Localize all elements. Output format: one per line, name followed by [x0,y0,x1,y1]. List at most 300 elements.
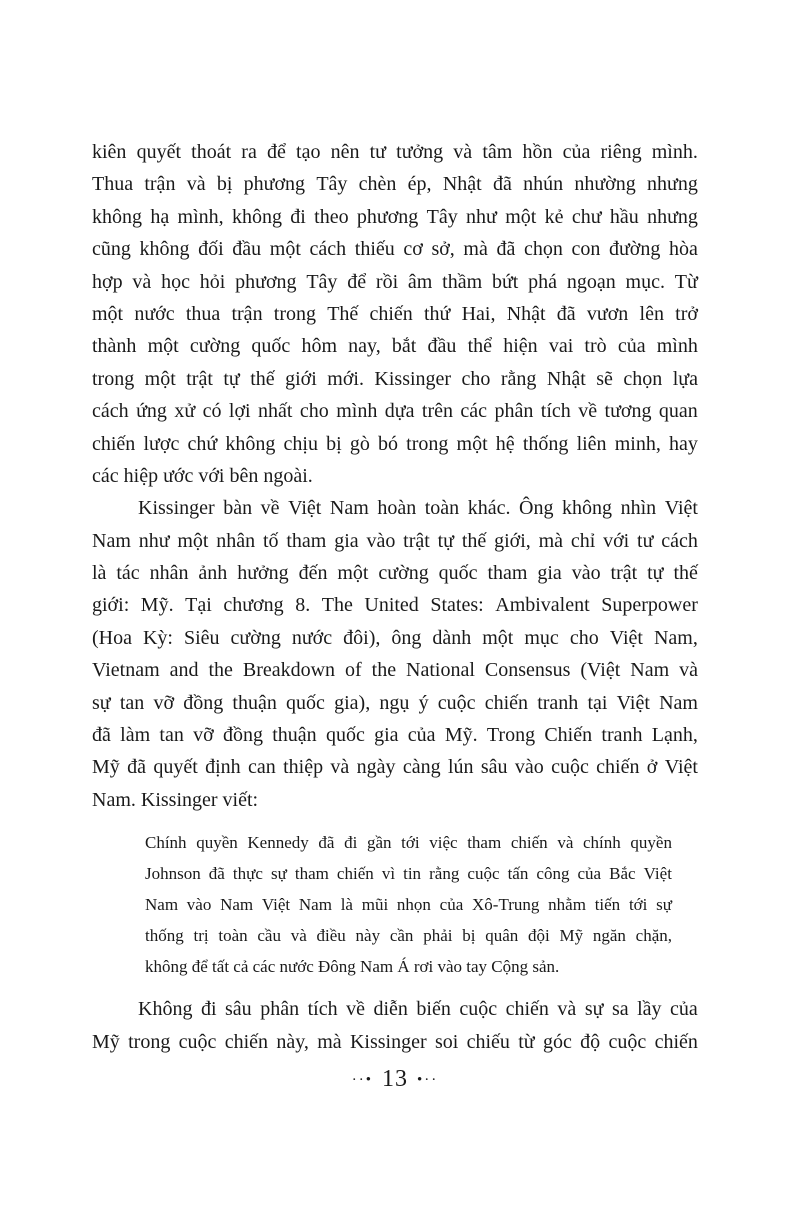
word: quốc [251,335,291,358]
word: Nam [145,895,179,915]
word: nước [134,302,175,325]
word: không [231,205,282,228]
word: đã [127,756,147,779]
word: tới [628,895,648,915]
text-line [92,654,698,686]
word: càng [402,756,441,779]
word: thứ [424,302,451,325]
word: biến [416,998,451,1021]
text-line [145,889,672,920]
paragraph [92,492,698,816]
text-line [92,201,698,233]
word: đã [318,833,335,853]
word: âm [407,270,433,293]
word: Vietnam [92,659,160,682]
word: nhưng [647,205,698,228]
word: tan [159,724,184,747]
text-line [92,233,698,265]
word: rằng [429,864,460,884]
word: sự [270,864,287,884]
word: vào [571,562,601,585]
word: đi [200,998,217,1021]
text-line: không để tất cả các nước Đông Nam Á rơi vào tay Cộng sản. [145,957,560,977]
word: sự [584,998,604,1021]
word: tương [604,400,652,423]
word: đối [198,238,224,261]
word: and [169,659,199,682]
word: cần [389,926,414,946]
word: diễn [373,998,408,1021]
word: chiến [369,302,413,325]
word: đã [492,173,512,196]
word: Mỹ [92,1030,120,1053]
word: khác. [467,497,511,520]
word: các [460,400,488,423]
word: toàn [424,497,460,520]
word: tin [403,864,422,884]
word: một [505,205,537,228]
word: tâm [482,141,513,163]
paragraph [92,993,698,1058]
word: ông [391,626,422,649]
word: Thế [327,302,359,325]
word: phương [356,205,419,228]
word: the [371,659,397,682]
word: và [132,270,152,293]
word: quyền [630,833,672,853]
word: thuận [272,724,317,747]
word: kiên [92,141,127,163]
word: một [456,432,488,455]
word: nhân [216,529,256,552]
word: bị [216,173,233,196]
word: vỡ [153,691,175,714]
text-line [92,363,698,395]
page-number: 13 [382,1065,408,1092]
word: chương [223,594,284,617]
word: làm [120,724,151,747]
word: thiếu [354,238,395,261]
word: và [679,659,698,682]
word: vào [514,756,544,779]
word: Nhật [546,367,586,390]
word: nhìn [620,497,657,520]
word: chiến [224,1030,269,1053]
word: mình. [651,141,698,163]
word: của [577,864,602,884]
word: ngăn [592,926,626,946]
word: trong [273,302,316,325]
word: Nam, [653,626,698,649]
word: ngày [356,756,396,779]
word: đã [496,238,516,261]
word: nay, [348,335,381,358]
word: về [260,497,280,520]
word: riêng [600,141,642,163]
word: hưởng [237,562,289,585]
word: và [330,756,350,779]
word: và [186,173,206,196]
word: Nam [92,529,131,552]
word: tự [437,529,455,552]
word: hạ [150,205,170,228]
word: một [177,529,209,552]
word: ở [646,756,658,779]
word: cuộc [178,1030,217,1053]
word: thế [673,562,698,585]
word: vào [366,529,396,552]
word: của [407,724,436,747]
word: mục [524,626,559,649]
word: trị [193,926,209,946]
word: thế [461,529,487,552]
word: bị [326,432,342,455]
word: vươn [586,302,629,325]
word: sở, [431,238,455,261]
text-line [92,525,698,557]
word: Việt [664,497,698,520]
word: chiến [596,756,640,779]
word: có [202,400,222,423]
word: mà [538,529,564,552]
word: từ [518,1030,535,1053]
text-line [92,993,698,1025]
word: quân [485,926,519,946]
word: tranh [537,691,579,714]
word: nhọn [396,895,431,915]
word: phá [528,270,558,293]
word: cơ [403,238,423,261]
word: mục. [625,270,665,293]
footer-ornament-left-icon: ··• [351,1071,373,1088]
word: nước [291,626,333,649]
word: đội [528,926,550,946]
word: thể [467,335,493,358]
word: dựa [384,400,415,423]
word: cách [661,529,698,552]
word: để [347,270,367,293]
word: Việt [664,756,698,779]
word: chiến [336,864,374,884]
text-line [92,719,698,751]
word: phân [260,998,300,1021]
word: của [617,335,646,358]
text-line [92,266,698,298]
word: và [453,141,473,163]
word: hòa [668,238,698,261]
word: Mỹ [92,756,120,779]
word: con [571,238,601,261]
word: tại [587,691,608,714]
word: cũng [92,238,131,261]
word: điều [316,926,346,946]
word: gần [366,833,392,853]
word: quan [658,400,698,423]
word: phương [243,173,306,196]
word: lựa [672,367,698,390]
word: chiến [654,1030,698,1053]
text-line [92,589,698,621]
word: gò [349,432,370,455]
word: Nhật [442,173,482,196]
word: mình [336,400,378,423]
word: bắt [391,335,417,358]
word: 8. [295,594,311,617]
word: vì [381,864,396,884]
word: quyết [136,141,182,163]
word: thống [145,926,184,946]
word: trật [186,367,213,390]
word: Việt [288,497,322,520]
word: Tại [185,594,212,617]
word: Kissinger [138,497,215,520]
word: Kennedy [247,833,309,853]
text-line [92,751,698,783]
word: cuộc [437,691,476,714]
word: đồng [222,724,263,747]
text-line [92,1026,698,1058]
word: chặn, [635,926,672,946]
word: Consensus [484,659,571,682]
word: mình, [177,205,224,228]
text-line [145,858,672,889]
word: trong [406,432,449,455]
word: đầu [427,335,457,358]
word: là [92,562,107,585]
word: hợp [92,270,123,293]
word: không [225,432,276,455]
word: Việt [643,864,672,884]
word: Tây [426,205,458,228]
word: đôi), [343,626,381,649]
word: nhưng [647,173,698,196]
word: ép, [407,173,432,196]
word: đến [298,562,328,585]
word: chiến [510,833,548,853]
word: tạo [296,141,321,163]
word: hầu [609,205,639,228]
text-line [92,298,698,330]
word: vai [548,335,574,358]
word: chiến [92,432,136,455]
word: bị [462,926,476,946]
word: định [205,756,241,779]
word: như [466,205,497,228]
text-line [92,557,698,589]
word: chiếu [466,1030,510,1053]
word: mới. [327,367,364,390]
word: lầy [637,998,662,1021]
word: góc [542,1030,572,1053]
word: Nhật [506,302,546,325]
word: một [482,626,514,649]
word: Nam [630,659,670,682]
word: Breakdown [242,659,336,682]
word: rồi [375,270,399,293]
word: nhằm [548,895,586,915]
word: thế [250,367,275,390]
word: trật [403,529,430,552]
word: Tây [316,173,348,196]
text-line: Nam. Kissinger viết: [92,788,259,811]
word: Thua [92,173,134,196]
word: đã [92,724,111,747]
word: gia [374,724,399,747]
word: là [340,895,353,915]
word: Superpower [601,594,698,617]
word: độ [580,1030,601,1053]
word: cường [230,626,281,649]
word: Nam [659,691,698,714]
word: trò [584,335,607,358]
word: kẻ [544,205,564,228]
word: giới: [92,594,130,617]
word: tưởng [396,141,444,163]
word: minh, [614,432,661,455]
word: Việt [261,895,291,915]
word: tích [540,400,571,423]
word: tham [487,562,528,585]
text-line [92,687,698,719]
word: gia [537,562,562,585]
word: ngoạn [566,270,616,293]
word: tự [223,367,240,390]
word: mũi [361,895,389,915]
word: hỏi [199,270,226,293]
word: lên [639,302,664,325]
word: soi [434,1030,459,1053]
word: trên [421,400,453,423]
word: tấn [507,864,529,884]
word: tham [286,529,327,552]
word: một [269,238,301,261]
word: bàn [223,497,253,520]
page-content [92,136,698,1058]
word: không [562,497,613,520]
word: toàn [218,926,248,946]
word: xử [174,400,196,423]
text-line [92,136,698,168]
word: nên [330,141,360,163]
word: và [557,998,577,1021]
word: chính [583,833,621,853]
word: quốc [286,691,325,714]
word: như [138,529,170,552]
word: nhất [258,400,293,423]
word: Mỹ [559,926,584,946]
word: thiệp [283,756,324,779]
word: lún [447,756,474,779]
word: National [406,659,475,682]
word: cách [92,400,129,423]
word: bứt [491,270,519,293]
word: sa [611,998,629,1021]
word: hay [669,432,698,455]
word: cuộc [608,1030,647,1053]
word: thoát [191,141,232,163]
word: rằng [500,367,537,390]
word: (Hoa [92,626,132,649]
word: United [364,594,419,617]
word: phải [423,926,453,946]
word: đi [344,833,358,853]
word: mà [463,238,488,261]
footer-ornament-right-icon: •·· [417,1071,439,1088]
word: Từ [674,270,698,293]
word: cho [569,626,599,649]
word: một [337,562,369,585]
word: Ambivalent [495,594,590,617]
word: tác [116,562,140,585]
word: đồng [183,691,224,714]
word: Việt [609,626,643,649]
word: thực [232,864,263,884]
word: giới [285,367,317,390]
word: ý [418,691,429,714]
word: cách [309,238,347,261]
word: hệ [495,432,515,455]
word: phương [235,270,297,293]
block-quote [145,827,672,982]
word: cuộc [459,998,498,1021]
word: mà [317,1030,342,1053]
word: Chiến [544,724,593,747]
word: Johnson [145,864,201,884]
word: và [557,833,574,853]
word: tham [467,833,502,853]
word: quốc [438,562,478,585]
word: Mỹ. [444,724,478,747]
word: liên [576,432,607,455]
word: chọn [623,367,663,390]
word: đi [290,205,306,228]
word: quốc [325,724,365,747]
word: Ông [519,497,554,520]
word: Nam [329,497,369,520]
word: Chính [145,833,187,853]
word: States: [430,594,484,617]
word: Việt [616,691,650,714]
word: đã [556,302,576,325]
word: để [266,141,286,163]
word: theo [314,205,349,228]
word: tới [401,833,420,853]
word: lợi [228,400,251,423]
word: việc [429,833,458,853]
word: mình [656,335,698,358]
word: chịu [283,432,318,455]
word: (Việt [580,659,621,682]
word: ứng [136,400,167,423]
page-footer [92,1062,698,1096]
word: vào [186,895,212,915]
word: ảnh [198,562,228,585]
word: không [92,205,142,228]
word: hôm [301,335,337,358]
word: sẽ [596,367,613,390]
text-line: các hiệp ước với bên ngoài. [92,464,313,487]
word: không [139,238,190,261]
word: về [346,998,365,1021]
word: gia [334,529,359,552]
word: Không [138,998,193,1021]
word: The [321,594,353,617]
word: tự [647,562,664,585]
word: cuộc [551,756,589,779]
text-line [92,428,698,460]
word: và [290,926,307,946]
word: vỡ [193,724,214,747]
